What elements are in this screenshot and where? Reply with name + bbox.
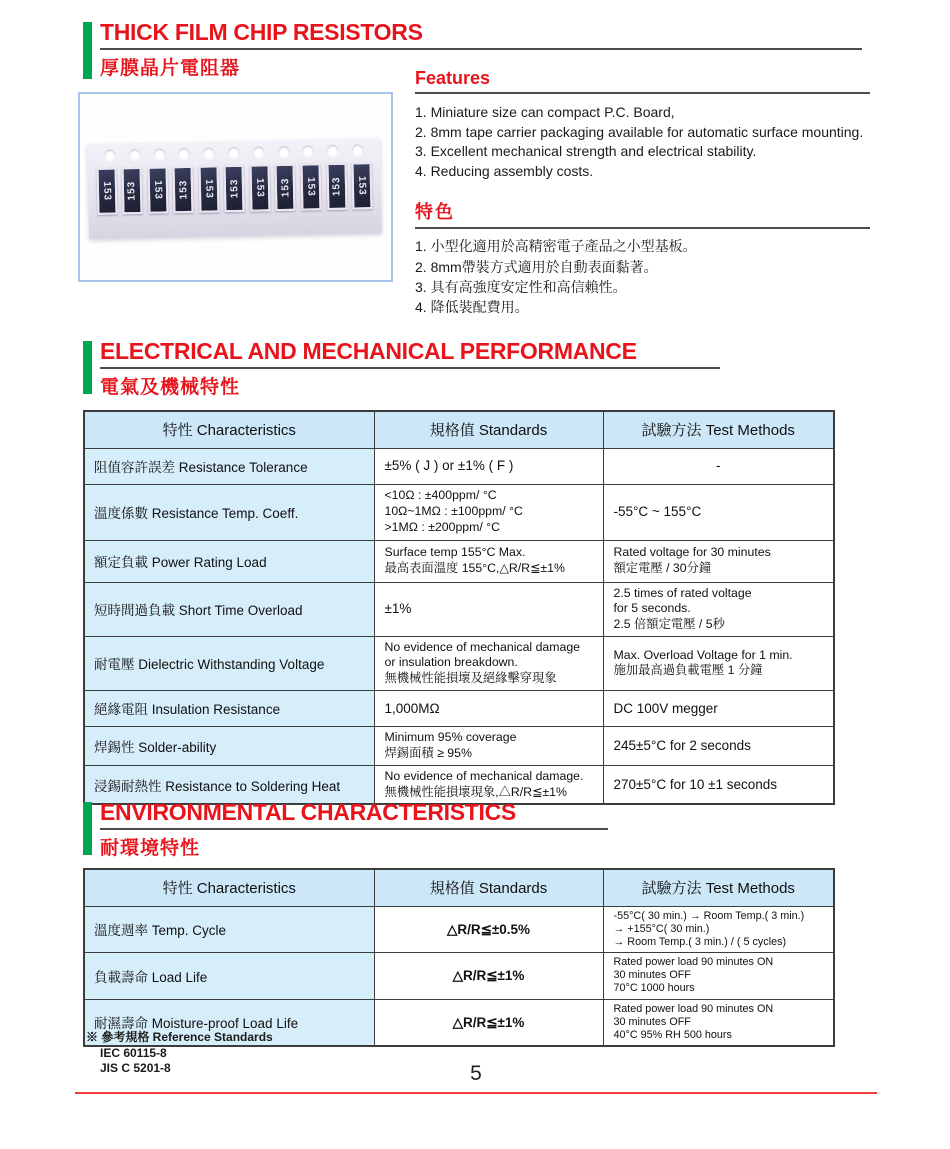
sprocket-hole [129, 149, 140, 160]
standards-cell: △R/R≦±1% [452, 968, 525, 984]
standards-cell: No evidence of mechanical damage. [384, 768, 584, 783]
chip-marking: 153 [152, 180, 164, 201]
title-rule [100, 828, 608, 830]
sprocket-hole [253, 146, 264, 157]
sprocket-hole [278, 146, 289, 157]
methods-cell: 2.5 times of rated voltage [613, 585, 752, 600]
chip-marking: 153 [126, 180, 139, 201]
feature-item-zh: 4. 降低裝配費用。 [415, 299, 529, 316]
green-accent-bar [83, 22, 92, 79]
table-row [84, 448, 834, 484]
methods-cell: Rated power load 90 minutes ON [613, 1002, 774, 1015]
chip-marking: 153 [177, 179, 190, 200]
methods-cell: -55°C( 30 min.) → Room Temp.( 3 min.) [613, 909, 805, 922]
feature-item: 4. Reducing assembly costs. [415, 162, 594, 179]
sprocket-hole [203, 147, 214, 158]
chip-marking: 153 [305, 176, 317, 197]
reference-note: ※ 參考規格 Reference Standards [86, 1030, 273, 1044]
standards-cell: <10Ω : ±400ppm/ °C [384, 488, 497, 503]
characteristic-cell: 額定負載 Power Rating Load [84, 540, 374, 582]
methods-cell: 施加最高過負載電壓 1 分鐘 [613, 663, 763, 678]
title-rule [100, 48, 862, 50]
standards-cell: 最高表面溫度 155°C,△R/R≦±1% [384, 561, 565, 575]
characteristic-cell: 焊錫性 Solder-ability [84, 726, 374, 765]
chip-marking: 153 [330, 176, 343, 197]
methods-cell: -55°C ~ 155°C [613, 504, 702, 520]
characteristic-cell: 絕緣電阻 Insulation Resistance [84, 690, 374, 726]
features-rule [415, 92, 870, 94]
green-accent-bar [83, 802, 92, 855]
table-row [84, 726, 834, 765]
characteristic-cell: 短時間過負載 Short Time Overload [84, 582, 374, 636]
sprocket-hole [303, 145, 314, 156]
features-list [415, 103, 870, 181]
chip-resistor [173, 166, 194, 213]
characteristic-cell: 負載壽命 Load Life [84, 953, 374, 1000]
chip-marking: 153 [254, 178, 266, 198]
environmental-section-header [83, 800, 873, 860]
carrier-tape [87, 138, 382, 239]
feature-item: 3. Excellent mechanical strength and electrical stability. [415, 143, 757, 160]
table-row [84, 636, 834, 690]
chip-marking: 153 [203, 179, 215, 199]
methods-cell: for 5 seconds. [613, 601, 691, 616]
characteristic-cell: 溫度係數 Resistance Temp. Coeff. [84, 484, 374, 540]
feature-item-zh: 2. 8mm帶裝方式適用於自動表面黏著。 [415, 258, 658, 275]
title-rule [100, 367, 720, 369]
characteristic-cell: 阻值容許誤差 Resistance Tolerance [84, 448, 374, 484]
table-header-row [84, 869, 834, 906]
sprocket-hole [352, 144, 363, 155]
methods-cell: → Room Temp.( 3 min.) / ( 5 cycles) [613, 935, 787, 948]
reference-item: IEC 60115-8 [100, 1046, 167, 1060]
standards-cell: 無機械性能損壞及絕緣擊穿現象 [384, 671, 557, 686]
methods-cell: 2.5 倍額定電壓 / 5秒 [613, 616, 725, 631]
standards-cell: △R/R≦±0.5% [446, 921, 531, 937]
col-header-characteristics: 特性 Characteristics [84, 411, 374, 448]
footer-rule [75, 1092, 877, 1094]
standards-cell: No evidence of mechanical damage [384, 639, 581, 654]
standards-cell: Minimum 95% coverage [384, 730, 517, 745]
methods-cell: 40°C 95% RH 500 hours [613, 1028, 732, 1041]
chip-marking: 153 [279, 177, 292, 198]
feature-item-zh: 1. 小型化適用於高精密電子產品之小型基板。 [415, 238, 697, 255]
chip-resistor [275, 164, 296, 211]
col-header-methods: 試驗方法 Test Methods [603, 869, 834, 906]
standards-cell: >1MΩ : ±200ppm/ °C [384, 519, 501, 534]
characteristic-cell: 耐濕壽命 Moisture-proof Load Life [84, 999, 374, 1046]
characteristic-cell: 溫度週率 Temp. Cycle [84, 906, 374, 953]
reference-item: JIS C 5201-8 [100, 1061, 171, 1075]
methods-cell: 270±5°C for 10 ±1 seconds [613, 777, 778, 793]
features-heading-zh: 特色 [415, 202, 455, 223]
page-title: THICK FILM CHIP RESISTORS [100, 19, 423, 45]
chip-resistor [249, 164, 270, 211]
sprocket-hole [178, 148, 189, 159]
sprocket-hole [228, 147, 239, 158]
methods-cell: Rated voltage for 30 minutes [613, 545, 771, 560]
environmental-title-zh: 耐環境特性 [100, 838, 201, 860]
standards-cell: 1,000MΩ [384, 700, 440, 716]
methods-cell: 30 minutes OFF [613, 1015, 691, 1028]
table-row [84, 582, 834, 636]
chip-marking: 153 [101, 181, 113, 202]
methods-cell: 額定電壓 / 30分鐘 [613, 561, 712, 575]
characteristic-cell: 浸錫耐熱性 Resistance to Soldering Heat [84, 765, 374, 804]
electrical-title: ELECTRICAL AND MECHANICAL PERFORMANCE [100, 338, 637, 364]
chip-resistor [198, 165, 219, 212]
characteristic-cell: 耐電壓 Dielectric Withstanding Voltage [84, 636, 374, 690]
page-title-zh: 厚膜晶片電阻器 [100, 58, 241, 80]
standards-cell: △R/R≦±1% [452, 1014, 525, 1030]
chip-row [87, 155, 381, 215]
chip-resistor [352, 162, 373, 209]
sprocket-hole [104, 149, 115, 160]
table-header-row [84, 411, 834, 448]
chip-marking: 153 [356, 175, 368, 196]
methods-cell: 30 minutes OFF [613, 969, 691, 982]
col-header-standards: 規格值 Standards [374, 869, 603, 906]
standards-cell: 無機械性能損壞現象,△R/R≦±1% [384, 784, 567, 799]
sprocket-hole [154, 148, 165, 159]
chip-resistor [224, 165, 245, 212]
table-row [84, 906, 834, 953]
feature-item: 2. 8mm tape carrier packaging available for automatic surface mounting. [415, 123, 864, 140]
table-row [84, 690, 834, 726]
table-row [84, 540, 834, 582]
chip-resistor [122, 167, 143, 214]
features-section [415, 68, 870, 318]
table-row [84, 484, 834, 540]
features-heading: Features [415, 68, 491, 88]
electrical-title-zh: 電氣及機械特性 [100, 377, 241, 399]
chip-resistor [326, 163, 347, 210]
standards-cell: Surface temp 155°C Max. [384, 545, 526, 560]
standards-cell: ±5% ( J ) or ±1% ( F ) [384, 458, 514, 474]
feature-item: 1. Miniature size can compact P.C. Board, [415, 104, 675, 120]
chip-marking: 153 [228, 178, 241, 199]
page-number: 5 [470, 1062, 482, 1085]
features-list-zh [415, 236, 870, 317]
standards-cell: 焊錫面積 ≥ 95% [384, 745, 472, 760]
chip-resistor [147, 166, 168, 213]
standards-cell: 10Ω~1MΩ : ±100ppm/ °C [384, 504, 523, 519]
sprocket-hole [327, 145, 338, 156]
electrical-table [83, 410, 835, 805]
methods-cell: 70°C 1000 hours [613, 982, 695, 995]
col-header-standards: 規格值 Standards [374, 411, 603, 448]
chip-resistor [96, 167, 117, 214]
col-header-characteristics: 特性 Characteristics [84, 869, 374, 906]
green-accent-bar [83, 341, 92, 394]
chip-resistor [301, 163, 322, 210]
methods-cell: DC 100V megger [613, 700, 718, 716]
col-header-methods: 試驗方法 Test Methods [603, 411, 834, 448]
feature-item-zh: 3. 具有高強度安定性和高信賴性。 [415, 278, 627, 295]
environmental-title: ENVIRONMENTAL CHARACTERISTICS [100, 799, 516, 825]
methods-cell: 245±5°C for 2 seconds [613, 738, 751, 754]
standards-cell: or insulation breakdown. [384, 655, 518, 670]
environmental-table [83, 868, 835, 1047]
methods-cell: Max. Overload Voltage for 1 min. [613, 647, 793, 662]
methods-cell: Rated power load 90 minutes ON [613, 956, 774, 969]
features-rule-zh [415, 227, 870, 229]
electrical-section-header [83, 339, 873, 399]
table-row [84, 953, 834, 1000]
methods-cell: - [716, 458, 721, 474]
standards-cell: ±1% [384, 601, 412, 617]
product-photo [78, 92, 393, 282]
methods-cell: → +155°C( 30 min.) [613, 922, 710, 935]
